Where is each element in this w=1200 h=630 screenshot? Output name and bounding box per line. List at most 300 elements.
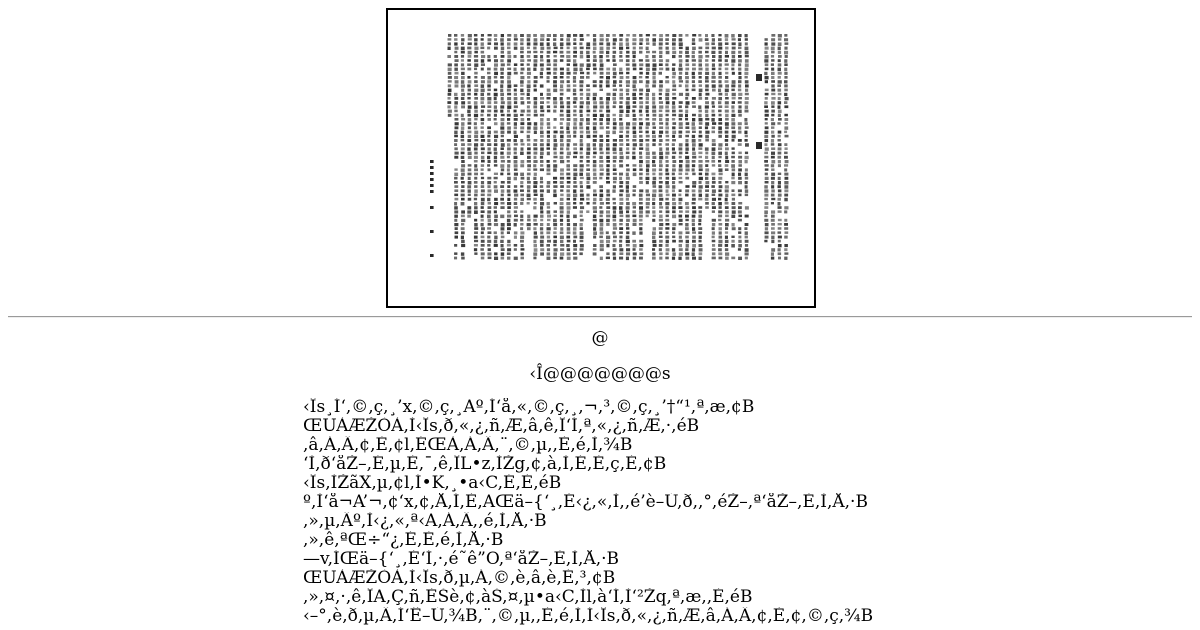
- glyph-mark: [712, 139, 716, 142]
- glyph-mark: [633, 206, 636, 208]
- glyph-mark: [745, 252, 749, 255]
- glyph-mark: [659, 55, 662, 58]
- glyph-mark: [455, 198, 459, 201]
- glyph-mark: [705, 185, 709, 188]
- glyph-mark: [718, 118, 722, 121]
- glyph-mark: [738, 80, 742, 83]
- glyph-mark: [461, 38, 464, 41]
- glyph-mark: [600, 173, 604, 176]
- glyph-mark: [725, 93, 728, 96]
- glyph-mark: [599, 164, 603, 167]
- glyph-mark: [692, 152, 696, 155]
- glyph-mark: [553, 72, 556, 75]
- glyph-mark: [619, 38, 622, 41]
- glyph-mark: [567, 139, 571, 142]
- glyph-mark: [481, 177, 484, 179]
- text-column: [586, 34, 591, 213]
- glyph-mark: [527, 202, 530, 205]
- glyph-mark: [679, 152, 683, 155]
- text-column: [566, 34, 571, 260]
- glyph-mark: [468, 194, 471, 196]
- glyph-mark: [527, 63, 530, 65]
- glyph-mark: [540, 164, 543, 167]
- glyph-mark: [738, 105, 741, 108]
- glyph-mark: [698, 105, 701, 109]
- glyph-mark: [606, 240, 610, 243]
- glyph-mark: [771, 51, 775, 54]
- glyph-mark: [633, 114, 636, 117]
- glyph-mark: [606, 189, 609, 192]
- glyph-mark: [619, 118, 622, 121]
- glyph-mark: [771, 42, 775, 45]
- glyph-mark: [448, 89, 452, 93]
- glyph-mark: [540, 126, 543, 129]
- glyph-mark: [553, 68, 557, 71]
- glyph-mark: [560, 55, 564, 58]
- glyph-mark: [501, 47, 504, 51]
- glyph-mark: [784, 244, 788, 247]
- glyph-mark: [719, 231, 722, 234]
- text-column: [540, 34, 545, 256]
- glyph-mark: [461, 223, 464, 226]
- glyph-mark: [732, 131, 736, 134]
- glyph-mark: [547, 219, 550, 221]
- glyph-mark: [692, 248, 695, 251]
- glyph-mark: [600, 126, 604, 129]
- glyph-mark: [606, 198, 610, 201]
- glyph-mark: [593, 248, 597, 250]
- glyph-mark: [560, 210, 564, 213]
- glyph-mark: [639, 51, 642, 54]
- glyph-mark: [606, 177, 609, 180]
- glyph-mark: [692, 198, 696, 201]
- glyph-mark: [712, 244, 715, 247]
- glyph-mark: [679, 236, 682, 239]
- text-column: [599, 34, 604, 260]
- glyph-mark: [725, 240, 729, 243]
- glyph-mark: [560, 97, 563, 100]
- glyph-mark: [520, 84, 523, 87]
- glyph-mark: [474, 55, 478, 58]
- glyph-mark: [725, 202, 729, 205]
- glyph-mark: [699, 173, 702, 176]
- glyph-mark: [784, 219, 787, 222]
- glyph-mark: [613, 114, 616, 117]
- glyph-mark: [744, 227, 747, 230]
- glyph-mark: [533, 51, 537, 53]
- glyph-mark: [448, 63, 452, 66]
- glyph-mark: [626, 110, 630, 113]
- glyph-mark: [560, 173, 564, 176]
- glyph-mark: [738, 168, 742, 171]
- glyph-mark: [474, 97, 478, 100]
- glyph-mark: [494, 47, 498, 50]
- glyph-mark: [487, 198, 490, 201]
- glyph-mark: [646, 215, 649, 218]
- text-line: ,»,µ,Äº,Ì‹¿,«,ª‹A,Á,Ä,,é,Ì,Å,·B: [303, 512, 547, 531]
- glyph-mark: [613, 181, 616, 183]
- glyph-mark: [646, 164, 650, 167]
- glyph-mark: [560, 231, 564, 234]
- glyph-mark: [566, 147, 569, 150]
- glyph-mark: [718, 89, 721, 93]
- glyph-mark: [573, 164, 577, 167]
- glyph-mark: [672, 126, 675, 129]
- glyph-mark: [705, 164, 708, 167]
- glyph-mark: [778, 38, 782, 41]
- glyph-mark: [600, 257, 603, 260]
- glyph-mark: [718, 147, 722, 150]
- glyph-mark: [765, 47, 769, 50]
- glyph-mark: [771, 131, 774, 134]
- glyph-mark: [514, 198, 517, 201]
- text-column: [593, 34, 598, 256]
- glyph-mark: [521, 143, 525, 145]
- glyph-mark: [600, 227, 604, 231]
- glyph-mark: [520, 89, 523, 92]
- glyph-mark: [461, 236, 464, 240]
- glyph-mark: [692, 189, 696, 192]
- glyph-mark: [745, 181, 748, 184]
- glyph-mark: [626, 257, 629, 261]
- glyph-mark: [534, 80, 538, 83]
- glyph-mark: [580, 248, 584, 251]
- glyph-mark: [738, 194, 741, 197]
- glyph-mark: [705, 189, 709, 192]
- glyph-mark: [514, 101, 517, 104]
- glyph-mark: [692, 210, 696, 213]
- glyph-mark: [520, 72, 523, 75]
- glyph-mark: [764, 219, 768, 222]
- glyph-mark: [560, 185, 564, 188]
- text-column: [520, 34, 525, 259]
- glyph-mark: [507, 206, 511, 209]
- glyph-mark: [619, 244, 622, 247]
- glyph-mark: [573, 177, 576, 180]
- glyph-mark: [540, 93, 543, 96]
- glyph-mark: [613, 72, 617, 76]
- glyph-mark: [593, 173, 596, 176]
- glyph-mark: [626, 210, 629, 213]
- glyph-mark: [468, 156, 472, 159]
- glyph-mark: [488, 131, 491, 135]
- glyph-mark: [718, 143, 722, 146]
- glyph-mark: [725, 101, 729, 104]
- text-column: [533, 34, 538, 259]
- glyph-mark: [507, 68, 511, 71]
- glyph-mark: [468, 126, 471, 129]
- glyph-mark: [712, 236, 715, 239]
- glyph-mark: [699, 181, 702, 184]
- glyph-mark: [771, 47, 775, 51]
- glyph-mark: [659, 189, 663, 192]
- glyph-mark: [692, 76, 695, 79]
- glyph-mark: [738, 63, 741, 66]
- glyph-mark: [573, 118, 577, 122]
- glyph-mark: [732, 55, 735, 58]
- glyph-mark: [547, 189, 550, 193]
- glyph-mark: [520, 80, 524, 84]
- glyph-mark: [672, 34, 676, 37]
- glyph-mark: [481, 236, 485, 239]
- text-column: [705, 34, 710, 209]
- glyph-mark: [718, 122, 722, 125]
- glyph-mark: [652, 210, 655, 213]
- glyph-mark: [487, 68, 491, 71]
- glyph-mark: [573, 244, 577, 247]
- glyph-mark: [501, 80, 504, 83]
- glyph-mark: [778, 223, 782, 225]
- glyph-mark: [547, 202, 550, 205]
- glyph-mark: [527, 42, 531, 45]
- glyph-mark: [765, 55, 769, 59]
- glyph-mark: [454, 143, 457, 146]
- glyph-mark: [639, 160, 643, 163]
- glyph-mark: [553, 244, 556, 246]
- glyph-mark: [672, 89, 676, 91]
- glyph-mark: [560, 194, 563, 197]
- glyph-mark: [778, 63, 782, 66]
- glyph-mark: [712, 257, 716, 260]
- glyph-mark: [474, 101, 478, 105]
- glyph-mark: [494, 185, 498, 188]
- glyph-mark: [534, 173, 537, 176]
- glyph-mark: [659, 147, 662, 151]
- glyph-mark: [500, 164, 504, 168]
- glyph-mark: [659, 152, 663, 156]
- glyph-mark: [731, 59, 735, 63]
- glyph-mark: [686, 244, 689, 248]
- glyph-mark: [613, 63, 617, 66]
- glyph-mark: [692, 168, 695, 171]
- glyph-mark: [474, 177, 477, 180]
- glyph-mark: [501, 168, 504, 171]
- glyph-mark: [527, 122, 531, 125]
- glyph-mark: [606, 147, 610, 150]
- glyph-mark: [474, 185, 477, 188]
- glyph-mark: [474, 114, 478, 117]
- glyph-mark: [719, 173, 723, 176]
- glyph-mark: [619, 55, 622, 58]
- glyph-mark: [725, 168, 729, 171]
- glyph-mark: [586, 42, 590, 46]
- glyph-mark: [712, 248, 716, 251]
- glyph-mark: [652, 194, 656, 198]
- glyph-mark: [540, 248, 544, 251]
- text-column: [494, 34, 499, 260]
- glyph-mark: [692, 181, 696, 185]
- glyph-mark: [488, 248, 491, 251]
- glyph-mark: [771, 202, 774, 204]
- glyph-mark: [587, 177, 591, 180]
- glyph-mark: [659, 122, 663, 125]
- glyph-mark: [613, 215, 617, 219]
- glyph-mark: [501, 252, 505, 255]
- glyph-mark: [454, 257, 457, 260]
- glyph-mark: [540, 59, 544, 61]
- glyph-mark: [738, 152, 741, 155]
- glyph-mark: [731, 122, 735, 125]
- glyph-mark: [527, 177, 530, 181]
- glyph-mark: [771, 126, 774, 128]
- glyph-mark: [632, 156, 636, 160]
- glyph-mark: [764, 59, 768, 62]
- glyph-mark: [448, 68, 452, 71]
- glyph-mark: [533, 181, 537, 184]
- glyph-mark: [659, 114, 663, 117]
- glyph-mark: [732, 210, 736, 213]
- glyph-mark: [712, 122, 716, 125]
- glyph-mark: [665, 105, 669, 108]
- glyph-mark: [487, 101, 491, 104]
- glyph-mark: [573, 84, 577, 87]
- glyph-mark: [705, 42, 709, 45]
- glyph-mark: [639, 89, 643, 92]
- glyph-mark: [447, 105, 450, 108]
- glyph-mark: [732, 147, 735, 149]
- glyph-mark: [725, 219, 729, 222]
- glyph-mark: [777, 84, 781, 87]
- glyph-mark: [646, 202, 650, 205]
- glyph-mark: [560, 168, 564, 171]
- glyph-mark: [745, 126, 749, 128]
- glyph-mark: [633, 89, 637, 92]
- glyph-mark: [686, 240, 689, 243]
- glyph-mark: [553, 34, 557, 37]
- glyph-mark: [765, 147, 769, 150]
- text-column: [692, 34, 697, 260]
- glyph-mark: [487, 93, 490, 96]
- glyph-mark: [461, 164, 465, 167]
- glyph-mark: [639, 122, 643, 125]
- glyph-mark: [639, 168, 642, 171]
- glyph-mark: [784, 59, 787, 63]
- glyph-mark: [474, 59, 478, 62]
- glyph-mark: [679, 55, 682, 58]
- glyph-mark: [784, 223, 788, 226]
- glyph-mark: [494, 139, 497, 142]
- glyph-mark: [778, 139, 781, 142]
- glyph-mark: [665, 110, 669, 113]
- glyph-mark: [494, 210, 497, 213]
- glyph-mark: [659, 160, 662, 164]
- glyph-mark: [461, 252, 464, 255]
- glyph-mark: [646, 42, 649, 45]
- glyph-mark: [785, 231, 789, 234]
- glyph-mark: [481, 147, 485, 150]
- glyph-mark: [626, 240, 630, 243]
- glyph-mark: [547, 59, 551, 62]
- glyph-mark: [481, 202, 485, 205]
- glyph-mark: [718, 198, 721, 201]
- glyph-mark: [461, 131, 464, 134]
- glyph-mark: [560, 93, 564, 96]
- glyph-mark: [606, 122, 609, 125]
- glyph-mark: [778, 47, 781, 51]
- glyph-mark: [540, 68, 543, 71]
- glyph-mark: [474, 164, 477, 167]
- glyph-mark: [540, 189, 544, 192]
- glyph-mark: [718, 189, 721, 192]
- glyph-mark: [619, 114, 622, 117]
- glyph-mark: [784, 105, 788, 108]
- glyph-mark: [461, 80, 464, 84]
- glyph-mark: [547, 210, 551, 213]
- glyph-mark: [692, 185, 696, 188]
- glyph-mark: [738, 189, 742, 192]
- glyph-mark: [705, 135, 709, 139]
- glyph-mark: [685, 51, 689, 54]
- glyph-mark: [599, 177, 602, 180]
- glyph-mark: [764, 131, 768, 134]
- glyph-mark: [699, 143, 703, 146]
- glyph-mark: [566, 126, 569, 130]
- glyph-mark: [567, 118, 571, 121]
- glyph-mark: [560, 227, 563, 231]
- glyph-mark: [454, 76, 458, 79]
- glyph-mark: [540, 135, 544, 138]
- glyph-mark: [692, 164, 695, 167]
- glyph-mark: [468, 168, 472, 171]
- glyph-mark: [639, 135, 642, 138]
- glyph-mark: [712, 240, 716, 243]
- glyph-mark: [699, 110, 702, 113]
- glyph-mark: [731, 244, 735, 248]
- glyph-mark: [520, 240, 524, 243]
- text-column: [764, 38, 769, 242]
- glyph-mark: [764, 156, 768, 159]
- glyph-mark: [619, 34, 623, 37]
- glyph-mark: [659, 93, 662, 96]
- glyph-mark: [718, 97, 722, 100]
- glyph-mark: [745, 55, 749, 57]
- glyph-mark: [586, 89, 590, 92]
- glyph-mark: [705, 177, 708, 180]
- glyph-mark: [520, 181, 523, 184]
- glyph-mark: [619, 181, 623, 184]
- glyph-mark: [599, 55, 603, 58]
- glyph-mark: [731, 68, 734, 71]
- glyph-mark: [553, 135, 556, 139]
- glyph-mark: [600, 244, 604, 248]
- glyph-mark: [481, 89, 485, 93]
- glyph-mark: [580, 210, 583, 213]
- glyph-mark: [606, 55, 609, 58]
- glyph-mark: [732, 206, 736, 209]
- glyph-mark: [580, 131, 584, 134]
- glyph-mark: [725, 80, 729, 83]
- glyph-mark: [606, 105, 609, 108]
- glyph-mark: [494, 152, 498, 155]
- glyph-mark: [500, 156, 504, 159]
- glyph-mark: [712, 59, 715, 62]
- glyph-mark: [494, 59, 498, 62]
- glyph-mark: [659, 110, 663, 113]
- glyph-mark: [540, 202, 544, 206]
- glyph-mark: [533, 177, 536, 180]
- glyph-mark: [586, 160, 589, 163]
- glyph-mark: [467, 143, 471, 146]
- glyph-mark: [699, 135, 703, 138]
- glyph-mark: [745, 156, 749, 159]
- glyph-mark: [580, 244, 584, 247]
- glyph-mark: [619, 198, 623, 201]
- glyph-mark: [738, 160, 742, 163]
- glyph-mark: [718, 152, 722, 155]
- glyph-mark: [692, 80, 695, 83]
- glyph-mark: [619, 202, 623, 205]
- glyph-mark: [679, 51, 682, 54]
